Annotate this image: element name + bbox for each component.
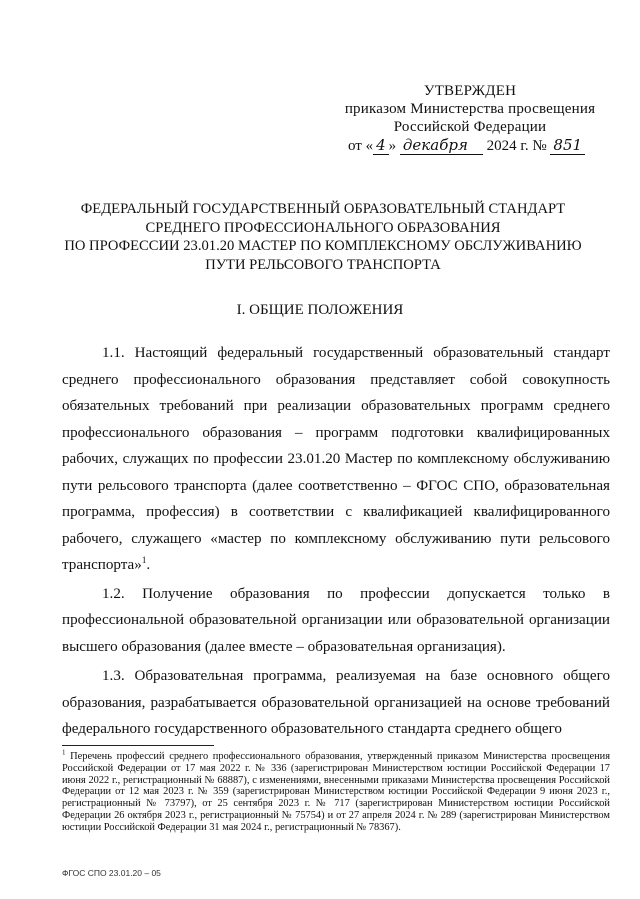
- standard-title: [58, 200, 588, 274]
- standard-title-line-3: ПО ПРОФЕССИИ 23.01.20 МАСТЕР ПО КОМПЛЕКСНОМУ ОБСЛУЖИВАНИЮ: [64, 238, 582, 255]
- paragraph-1-2: 1.2. Получение образования по профессии допускается только в профессиональной образовательной организации или образовательной организации высшего образования (далее вместе – образовательная организация).: [62, 585, 610, 655]
- date-day: 4: [373, 136, 389, 155]
- approval-block: [330, 82, 610, 155]
- approval-date-line: [330, 136, 610, 155]
- document-code: ФГОС СПО 23.01.20 – 05: [62, 868, 161, 878]
- standard-title-line-1: ФЕДЕРАЛЬНЫЙ ГОСУДАРСТВЕННЫЙ ОБРАЗОВАТЕЛЬНЫЙ СТАНДАРТ: [80, 201, 566, 217]
- paragraph-1-1-text: 1.1. Настоящий федеральный государственный образовательный стандарт среднего профессионального образования представляет собой совокупность обязательных требований при реализации образовательных программ среднего профессионального образования – программ подготовки квалифицированных рабочих, служащих по профессии 23.01.20 Мастер по комплексному обслуживанию пути рельсового транспорта (далее соответственно – ФГОС СПО, образовательная программа, профессия) в соответствии с квалификацией квалифицированного рабочего, служащего «мастер по комплексному обслуживанию пути рельсового транспорта»: [62, 345, 610, 573]
- date-mid: »: [388, 138, 397, 154]
- date-year: 2024 г. №: [486, 138, 547, 154]
- section-title: I. ОБЩИЕ ПОЛОЖЕНИЯ: [236, 302, 404, 318]
- date-blank: [471, 138, 483, 155]
- date-prefix: от «: [348, 138, 374, 154]
- footnote-separator: [62, 745, 214, 746]
- approval-line-1: приказом Министерства просвещения: [344, 101, 596, 117]
- date-month: декабря: [400, 136, 471, 155]
- footnote: [62, 748, 610, 834]
- approval-title: УТВЕРЖДЕН: [423, 83, 517, 99]
- standard-title-line-2: СРЕДНЕГО ПРОФЕССИОНАЛЬНОГО ОБРАЗОВАНИЯ: [145, 219, 501, 236]
- order-number: 851: [550, 136, 585, 155]
- footnote-mark: 1: [62, 748, 66, 757]
- paragraph-1-3: 1.3. Образовательная программа, реализуемая на базе основного общего образования, разрабатывается образовательной организацией на основе требований федерального государственного образовательного стандарта среднего общего: [62, 668, 610, 737]
- document-body: [62, 340, 610, 746]
- approval-line-2: Российской Федерации: [393, 119, 547, 135]
- paragraph-1-1: [62, 340, 610, 579]
- paragraph-1-1-end: .: [146, 557, 151, 573]
- footnote-ref[interactable]: 1: [141, 554, 147, 565]
- footnote-text: Перечень профессий среднего профессионального образования, утвержденный приказом Министерства просвещения Российской Федерации от 17 мая 2022 г. № 336 (зарегистрирован Министерством юстиции Российской Федерации 17 июня 2022 г., регистрационный № 68887), с изменениями, внесенными приказами Министерства просвещения Российской Федерации от 12 мая 2023 г. № 359 (зарегистрирован Министерством юстиции Российской Федерации 9 июня 2023 г., регистрационный № 73797), от 25 сентября 2023 г. № 717 (зарегистрирован Министерством юстиции Российской Федерации 26 октября 2023 г., регистрационный № 75754) и от 27 апреля 2024 г. № 289 (зарегистрирован Министерством юстиции Российской Федерации 31 мая 2024 г., регистрационный № 78367).: [62, 751, 610, 833]
- standard-title-line-4: ПУТИ РЕЛЬСОВОГО ТРАНСПОРТА: [205, 256, 441, 273]
